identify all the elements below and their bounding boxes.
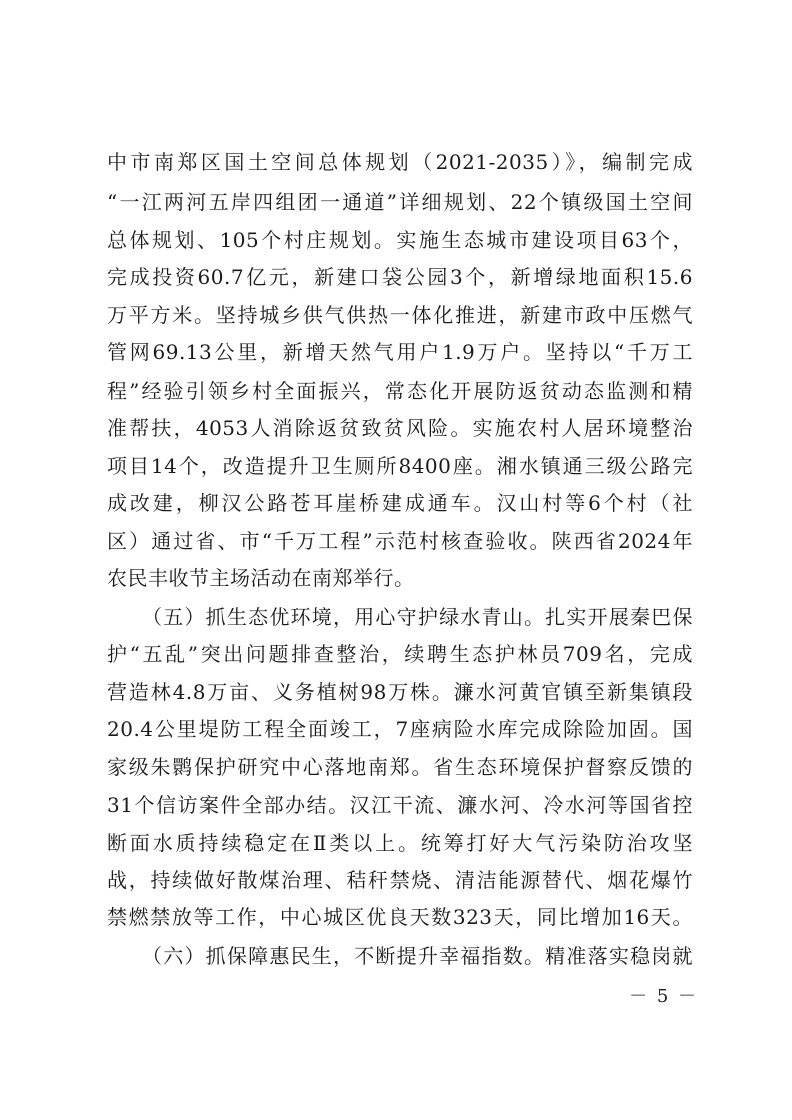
section-heading-5: （五）抓生态优环境，用心守护绿水青山。扎实开展秦巴保 xyxy=(142,605,693,629)
text-line-7: 程”经验引领乡村全面振兴，常态化开展防返贫动态监测和精 xyxy=(107,379,693,403)
text-line-21: 禁燃禁放等工作，中心城区优良天数323天，同比增加16天。 xyxy=(107,905,693,929)
text-line-1: 中市南郑区国土空间总体规划（2021-2035）》，编制完成 xyxy=(107,150,693,174)
text-line-17: 家级朱鹮保护研究中心落地南郑。省生态环境保护督察反馈的 xyxy=(107,755,693,779)
text-line-14: 护“五乱”突出问题排查整治，续聘生态护林员709名，完成 xyxy=(107,642,693,666)
text-line-10: 成改建，柳汉公路苍耳崖桥建成通车。汉山村等6个村（社 xyxy=(107,491,693,515)
text-line-12: 农民丰收节主场活动在南郑举行。 xyxy=(107,566,415,590)
text-line-8: 准帮扶，4053人消除返贫致贫风险。实施农村人居环境整治 xyxy=(107,416,693,440)
text-line-6: 管网69.13公里，新增天然气用户1.9万户。坚持以“千万工 xyxy=(107,340,693,364)
text-line-3: 总体规划、105个村庄规划。实施生态城市建设项目63个， xyxy=(107,228,693,252)
text-line-15: 营造林4.8万亩、义务植树98万株。濂水河黄官镇至新集镇段 xyxy=(107,680,693,704)
text-line-5: 万平方米。坚持城乡供气供热一体化推进，新建市政中压燃气 xyxy=(107,303,693,327)
text-line-11: 区）通过省、市“千万工程”示范村核查验收。陕西省2024年 xyxy=(107,529,693,553)
page-number: － 5 － xyxy=(629,986,698,1007)
text-line-16: 20.4公里堤防工程全面竣工，7座病险水库完成除险加固。国 xyxy=(107,717,693,741)
text-line-9: 项目14个，改造提升卫生厕所8400座。湘水镇通三级公路完 xyxy=(107,454,693,478)
text-line-20: 战，持续做好散煤治理、秸秆禁烧、清洁能源替代、烟花爆竹 xyxy=(107,868,693,892)
section-heading-6: （六）抓保障惠民生，不断提升幸福指数。精准落实稳岗就 xyxy=(142,944,693,968)
text-line-18: 31个信访案件全部办结。汉江干流、濂水河、冷水河等国省控 xyxy=(107,793,693,817)
text-line-19: 断面水质持续稳定在Ⅱ类以上。统筹打好大气污染防治攻坚 xyxy=(107,831,693,855)
text-line-4: 完成投资60.7亿元，新建口袋公园3个，新增绿地面积15.6 xyxy=(107,265,693,289)
text-line-2: “一江两河五岸四组团一通道”详细规划、22个镇级国土空间 xyxy=(107,190,693,214)
